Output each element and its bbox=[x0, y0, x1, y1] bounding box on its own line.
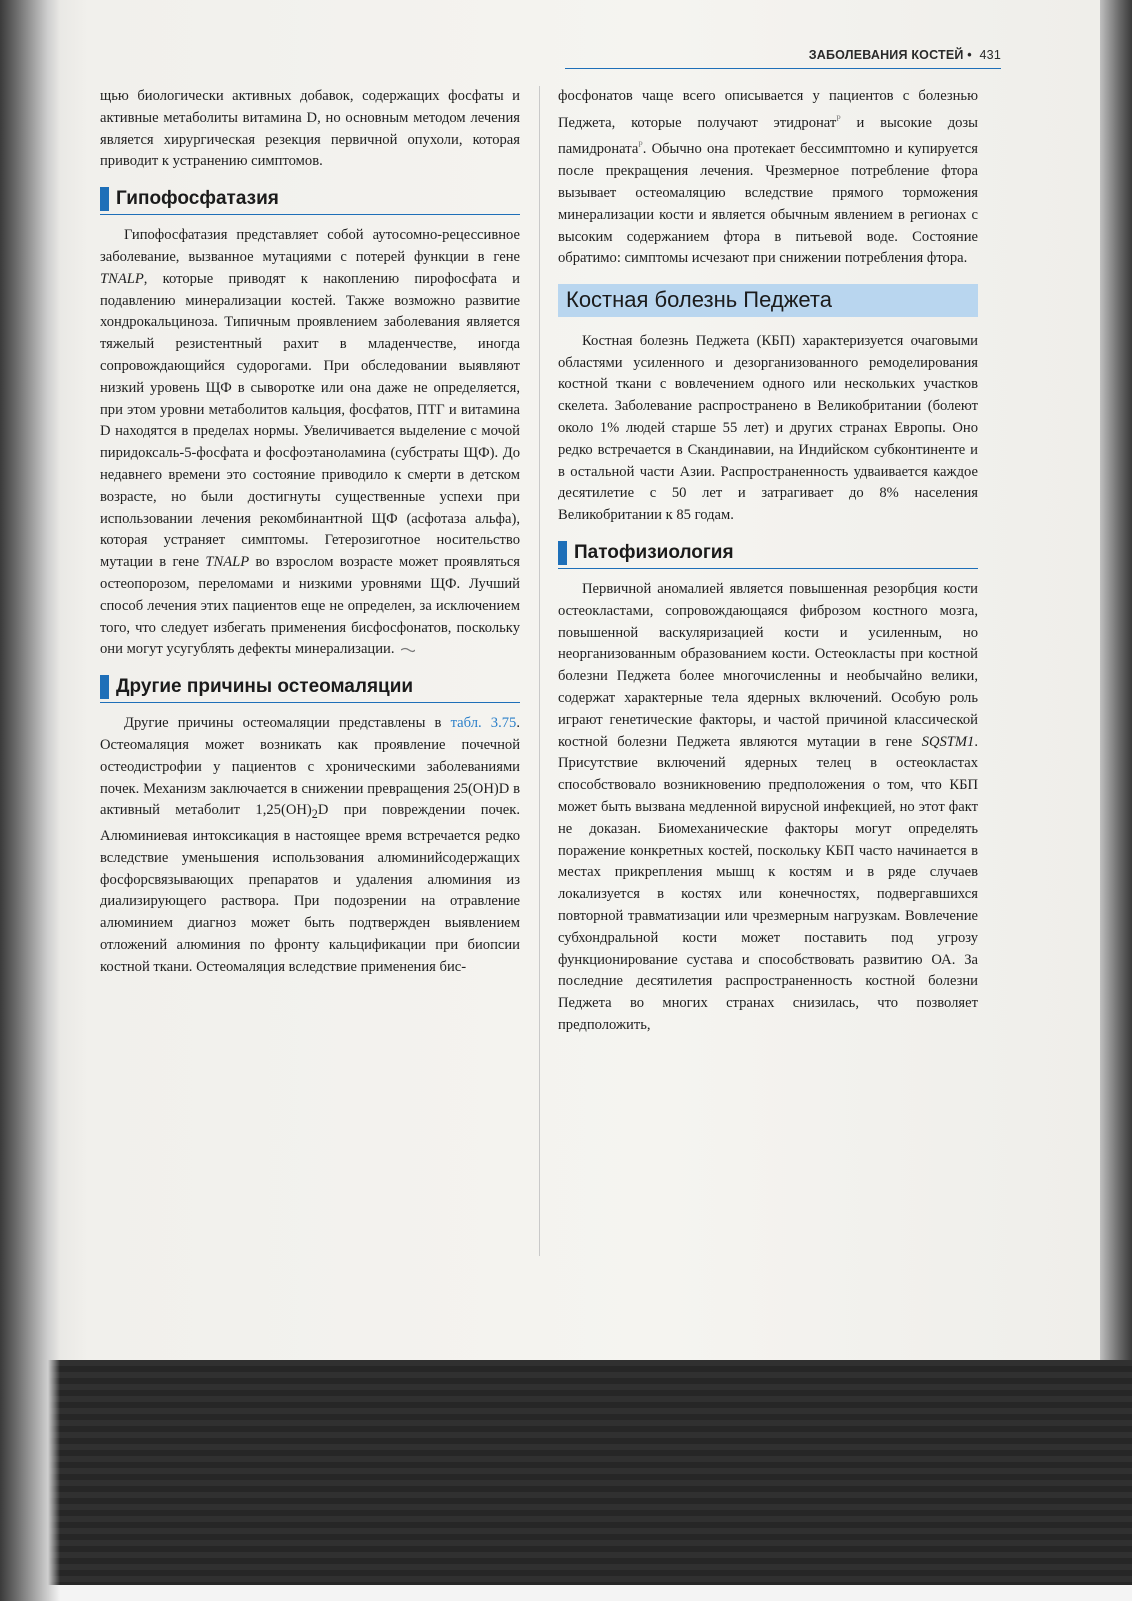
page-edge-shadow bbox=[1100, 0, 1132, 1360]
scanner-edge bbox=[0, 1585, 1132, 1601]
heading-marker bbox=[100, 187, 109, 211]
gene-name: TNALP bbox=[205, 554, 250, 571]
heading-text: Гипофосфатазия bbox=[116, 188, 279, 210]
footnote-mark-icon: P bbox=[836, 113, 841, 123]
heading-text: Патофизиология bbox=[574, 542, 734, 564]
running-head-separator: • bbox=[967, 48, 972, 62]
hypophosphatasia-paragraph: Гипофосфатазия представляет собой аутосомно-рецессивное заболевание, вызванное мутациями с потерей функции в гене TNALP, которые приводят к накоплению пирофосфата и подавлению минерализации костей. Также возможно развитие хондрокальциноза. Типичным проявлением заболевания является тяжелый резистентный рахит в младенчестве, иногда сопровождающийся судорогами. При обследовании выявляют низкий уровень ЩФ в сыворотке или она даже не определяется, при этом уровни метаболитов кальция, фосфатов, ПТГ и витамина D находятся в пределах нормы. Увеличивается выделение с мочой пиридоксаль-5-фосфата и фосфоэтаноламина (субстраты ЩФ). До недавнего времени это состояние приводило к смерти в детском возрасте, но были достигнуты существенные успехи при использовании лечения рекомбинантной ЩФ (асфотаза альфа), которая устраняет симптомы. Гетерозиготное носительство мутации в гене TNALP во взрослом возрасте может проявляться остеопорозом, переломами и низкими уровнями ЩФ. Лучший способ лечения этих пациентов еще не определен, за исключением того, что следует избегать применения бисфосфонатов, поскольку они могут усугублять дефекты минерализации. bbox=[100, 227, 521, 658]
chapter-section-heading: Костная болезнь Педжета bbox=[558, 284, 978, 317]
continuation-paragraph: фосфонатов чаще всего описывается у пациентов с болезнью Педжета, которые получают этидронат$^P$ и высокие дозы памидроната$^P$. Обычно она протекает бессимптомно и купируется после прекращения лечения. Чрезмерное потребление фтора вызывает остеомаляцию вследствие прямого торможения минерализации кости и является обычным явлением в регионах с высоким содержанием фтора в питьевой воде. Состояние обратимо: симптомы исчезают при снижении потребления фтора. bbox=[558, 88, 978, 267]
running-head-title: ЗАБОЛЕВАНИЯ КОСТЕЙ bbox=[808, 48, 964, 62]
running-head-rule bbox=[565, 68, 1001, 69]
other-causes-paragraph: Другие причины остеомаляции представлены в табл. 3.75. Остеомаляция может возникать как проявление почечной остеодистрофии у пациентов с хроническими заболеваниями почек. Механизм заключается в снижении превращения 25(OH)D в активный метаболит $1,25(OH)_2D$ при повреждении почек. Алюминиевая интоксикация в настоящее время встречается редко вследствие уменьшения использования алюминийсодержащих фосфорсвязывающих препаратов и удаления алюминия из диализирующего раствора. При подозрении на отравление алюминием диагноз может быть подтвержден выявлением отложений алюминия по фронту кальцификации при биопсии костной ткани. Остеомаляция вследствие применения бис- bbox=[100, 715, 521, 975]
column-divider bbox=[539, 86, 540, 1256]
section-heading-hypophosphatasia bbox=[100, 187, 520, 215]
table-link[interactable]: табл. 3.75 bbox=[450, 715, 517, 732]
pathophysiology-paragraph: Первичной аномалией является повышенная резорбция кости остеокластами, сопровождающаяся фиброзом костного мозга, повышенной васкуляризацией кости и усиленным, но неорганизованным образованием кости. Остеокласты при костной болезни Педжета более многочисленны и необычайно велики, содержат характерные тела ядерных включений. Особую роль играют генетические факторы, и частой причиной классической костной болезни Педжета являются мутации в гене SQSTM1. Присутствие включений ядерных телец в остеокластах способствовало возникновению предположения о том, что КБП может быть вызвана медленной вирусной инфекцией, но этот факт не доказан. Биомеханические факторы могут определять поражение конкретных костей, поскольку КБП часто начинается в местах прикрепления мышц к костям и в ряде случаев локализуется в костях или конечностях, подвергавшихся повторной травматизации или чрезмерным нагрузкам. Вовлечение субхондральной кости может поставить под угрозу функционирование сустава и способствовать развитию ОА. За последние десятилетия распространенность костной болезни Педжета во многих странах снизилась, что позволяет предположить, bbox=[558, 581, 978, 1033]
page-number: 431 bbox=[979, 48, 1001, 62]
intro-paragraph: щью биологически активных добавок, содержащих фосфаты и активные метаболиты витамина D, но основным методом лечения является хирургическая резекция первичной опухоли, которая приводит к устранению симптомов. bbox=[100, 88, 520, 170]
heading-marker bbox=[558, 541, 567, 565]
gene-name: SQSTM1 bbox=[921, 733, 975, 750]
running-head bbox=[720, 48, 1001, 62]
heading-text: Другие причины остеомаляции bbox=[116, 676, 414, 698]
footnote-mark-icon: P bbox=[638, 140, 643, 150]
paget-paragraph: Костная болезнь Педжета (КБП) характеризуется очаговыми областями усиленного и дезорганизованного ремоделирования костной ткани с вовлечением одного или нескольких участков скелета. Заболевание распространено в Великобритании (болеют около 1% людей старше 55 лет) и других странах Европы. Оно редко встречается в Скандинавии, на Индийском субконтиненте и в остальной части Азии. Распространенность удваивается каждое десятилетие с 50 лет и затрагивает до 8% населения Великобритании к 85 годам. bbox=[558, 332, 978, 524]
section-heading-pathophysiology bbox=[558, 541, 978, 569]
gene-name: TNALP bbox=[100, 270, 144, 287]
heading-marker bbox=[100, 675, 109, 699]
section-heading-other-causes bbox=[100, 675, 520, 703]
scanner-background bbox=[0, 1360, 1132, 1601]
right-column bbox=[558, 86, 978, 1037]
left-column bbox=[100, 86, 520, 979]
continuation-icon bbox=[401, 647, 415, 653]
book-spine-shadow bbox=[0, 0, 60, 1601]
